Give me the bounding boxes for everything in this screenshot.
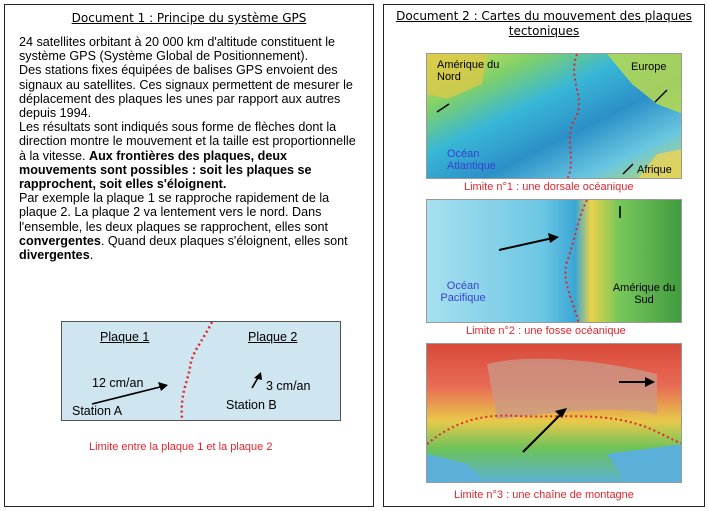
label-north-america: Amérique du Nord xyxy=(437,59,500,83)
map-3-caption: Limite n°3 : une chaîne de montagne xyxy=(454,489,634,501)
document-1-title: Document 1 : Principe du système GPS xyxy=(71,11,307,25)
document-2-panel xyxy=(383,4,705,507)
map-mid-atlantic-ridge xyxy=(426,53,682,179)
map-mountain-range xyxy=(426,343,682,483)
map-oceanic-trench xyxy=(426,199,682,323)
label-atlantic-ocean: Océan Atlantique xyxy=(447,148,496,172)
plates-diagram xyxy=(61,321,341,421)
speed-1-label: 12 cm/an xyxy=(92,376,144,390)
convergentes-term: convergentes xyxy=(19,233,101,248)
plate-1-label: Plaque 1 xyxy=(100,330,150,344)
map-1-caption: Limite n°1 : une dorsale océanique xyxy=(464,181,634,193)
label-europe: Europe xyxy=(631,61,667,73)
station-b-label: Station B xyxy=(226,398,277,412)
station-a-arrowhead xyxy=(158,382,168,391)
document-2-title: Document 2 : Cartes du mouvement des plaques tectoniques xyxy=(396,9,692,38)
document-1-panel xyxy=(4,4,374,507)
results-bold-text: Aux frontières des plaques, deux mouvements sont possibles : soit les plaques se rapprochent, soit elles s'éloignent. xyxy=(19,148,312,192)
map-3-drawing xyxy=(427,344,682,483)
paragraph-satellites: 24 satellites orbitant à 20 000 km d'altitude constituent le système GPS (Système Global de Positionnement). xyxy=(19,35,336,64)
results-text: Les résultats sont indiqués sous forme de flèches dont la direction montre le mouvement et la taille est proportionnelle à la vitesse. xyxy=(19,120,356,163)
paragraph-example xyxy=(19,191,365,262)
station-b-arrowhead xyxy=(254,372,262,380)
plate-2-label: Plaque 2 xyxy=(248,330,298,344)
label-africa: Afrique xyxy=(637,164,672,176)
map-2-caption: Limite n°2 : une fosse océanique xyxy=(466,325,626,337)
example-text-2: . Quand deux plaques s'éloignent, elles sont xyxy=(100,233,348,248)
station-a-label: Station A xyxy=(72,404,123,418)
example-text-3: . xyxy=(89,248,94,263)
label-pacific-ocean: Océan Pacifique xyxy=(440,280,486,304)
example-text-1: Par exemple la plaque 1 se rapproche rapidement de la plaque 2. La plaque 2 va lentement vers le nord. Dans l'ensemble, les deux plaques se rapprochent, elles sont xyxy=(19,191,330,234)
plate-boundary-line xyxy=(182,322,212,420)
document-1-body xyxy=(19,35,365,262)
paragraph-stations: Des stations fixes équipées de balises GPS envoient des signaux au satellites. Ces signaux permettent de mesurer le déplacement des plaques les unes par rapport aux autres depuis 1994. xyxy=(19,63,353,121)
divergentes-term: divergentes xyxy=(19,248,90,263)
diagram-caption: Limite entre la plaque 1 et la plaque 2 xyxy=(89,441,273,453)
paragraph-results xyxy=(19,120,365,191)
label-south-america: Amérique du Sud xyxy=(612,282,676,306)
speed-2-label: 3 cm/an xyxy=(266,379,311,393)
